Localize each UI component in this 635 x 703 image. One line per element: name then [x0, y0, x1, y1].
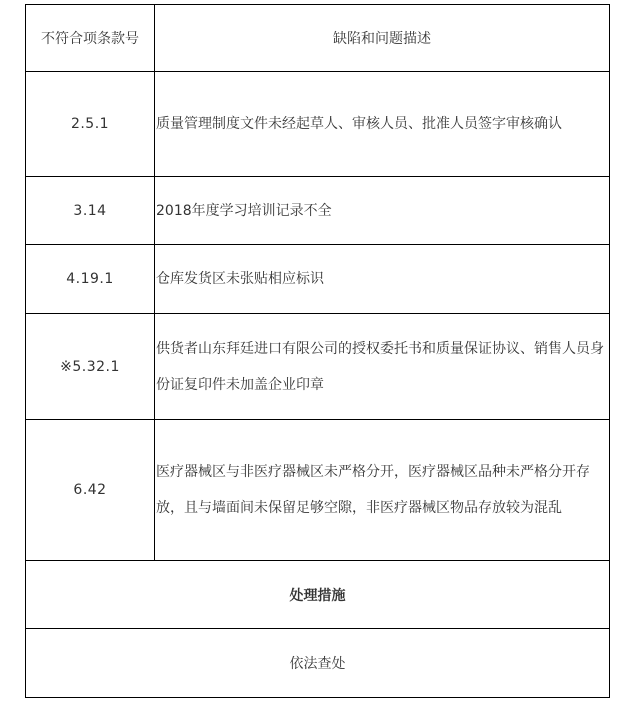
defect-description: 2018年度学习培训记录不全: [155, 177, 610, 245]
header-clause-number: 不符合项条款号: [26, 5, 155, 72]
defect-description: 质量管理制度文件未经起草人、审核人员、批准人员签字审核确认: [155, 72, 610, 177]
measures-row: [26, 629, 610, 698]
table-header-row: [26, 5, 610, 72]
measures-text: 依法查处: [26, 629, 610, 698]
clause-number: ※5.32.1: [26, 314, 155, 420]
table-row: [26, 245, 610, 314]
clause-number: 6.42: [26, 420, 155, 561]
header-defect-description: 缺陷和问题描述: [155, 5, 610, 72]
defect-description: 医疗器械区与非医疗器械区未严格分开，医疗器械区品种未严格分开存放，且与墙面间未保留足够空隙，非医疗器械区物品存放较为混乱: [155, 420, 610, 561]
clause-number: 3.14: [26, 177, 155, 245]
table-row: [26, 420, 610, 561]
findings-table: [25, 4, 610, 698]
table-row: [26, 72, 610, 177]
defect-description: 仓库发货区未张贴相应标识: [155, 245, 610, 314]
table-row: [26, 177, 610, 245]
measures-heading-row: [26, 561, 610, 629]
clause-number: 2.5.1: [26, 72, 155, 177]
clause-number: 4.19.1: [26, 245, 155, 314]
table-row: [26, 314, 610, 420]
measures-heading: 处理措施: [26, 561, 610, 629]
defect-description: 供货者山东拜廷进口有限公司的授权委托书和质量保证协议、销售人员身份证复印件未加盖企业印章: [155, 314, 610, 420]
